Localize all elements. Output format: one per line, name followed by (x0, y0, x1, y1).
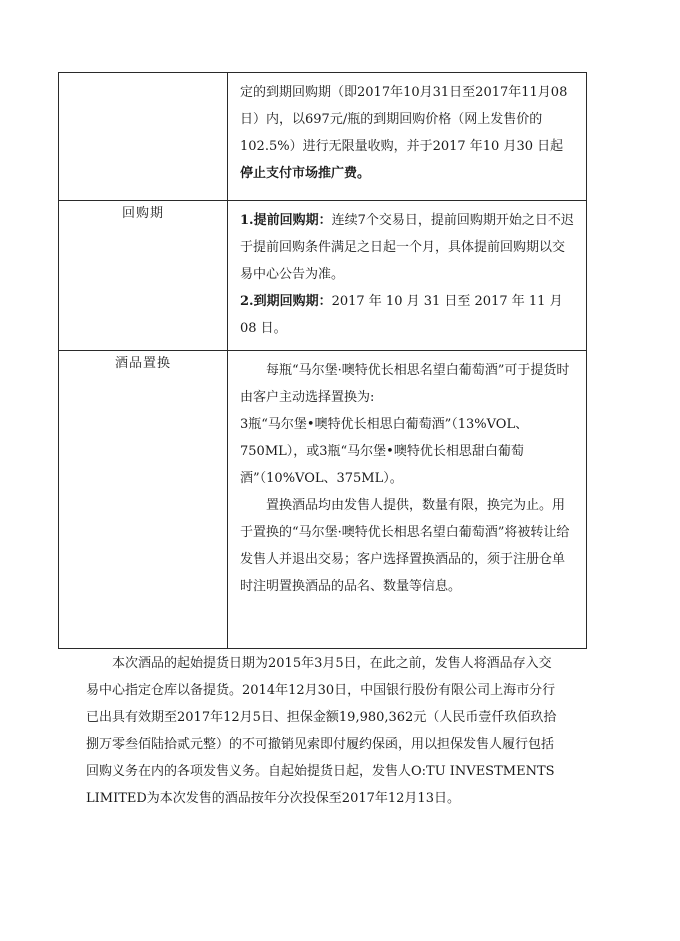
row-label-repurchase-period: 回购期 (59, 201, 228, 351)
info-table (58, 72, 587, 649)
exchange-paragraph-3: 置换酒品均由发售人提供，数量有限，换完为止。用于置换的“马尔堡·噢特优长相思名望白葡萄酒”将被转让给发售人并退出交易；客户选择置换酒品的，须于注册仓单时注明置换酒品的品名、数量等信息。 (240, 498, 570, 594)
row-content-repurchase-period (228, 201, 587, 351)
row-content-repurchase-continued (228, 73, 587, 201)
exchange-paragraph-2: 3瓶“马尔堡•噢特优长相思白葡萄酒”（13%VOL、750ML），或3瓶“马尔堡•噢特优长相思甜白葡萄酒”（10%VOL、375ML）。 (240, 417, 529, 486)
table-row (59, 73, 587, 201)
table-row (59, 351, 587, 649)
row-content-wine-exchange (228, 351, 587, 649)
maturity-repurchase-item: 2.到期回购期：2017 年 10 月 31 日至 2017 年 11 月 08 日。 (240, 294, 563, 336)
row-label-wine-exchange: 酒品置换 (59, 351, 228, 649)
row-label-empty (59, 73, 228, 201)
exchange-paragraph-1: 每瓶“马尔堡·噢特优长相思名望白葡萄酒”可于提货时由客户主动选择置换为: (240, 363, 570, 405)
table-row (59, 201, 587, 351)
stop-fee-bold: 停止支付市场推广费。 (240, 166, 371, 181)
repurchase-continued-text: 定的到期回购期（即2017年10月31日至2017年11月08日）内，以697元/瓶的到期回购价格（网上发售价的102.5%）进行无限量收购，并于2017 年10 月30 日起停止支付市场推广费。 (240, 85, 568, 181)
body-paragraph: 本次酒品的起始提货日期为2015年3月5日，在此之前，发售人将酒品存入交易中心指定仓库以备提货。2014年12月30日，中国银行股份有限公司上海市分行已出具有效期至2017年12月5日、担保金额19,980,362元（人民币壹仟玖佰玖拾捌万零叁佰陆拾贰元整）的不可撤销见索即付履约保函，用以担保发售人履行包括回购义务在内的各项发售义务。自起始提货日起，发售人O:TU INVESTMENTS LIMITED为本次发售的酒品按年分次投保至2017年12月13日。 (86, 656, 557, 806)
early-repurchase-item: 1.提前回购期：连续7个交易日，提前回购期开始之日不迟于提前回购条件满足之日起一个月，具体提前回购期以交易中心公告为准。 (240, 213, 574, 282)
